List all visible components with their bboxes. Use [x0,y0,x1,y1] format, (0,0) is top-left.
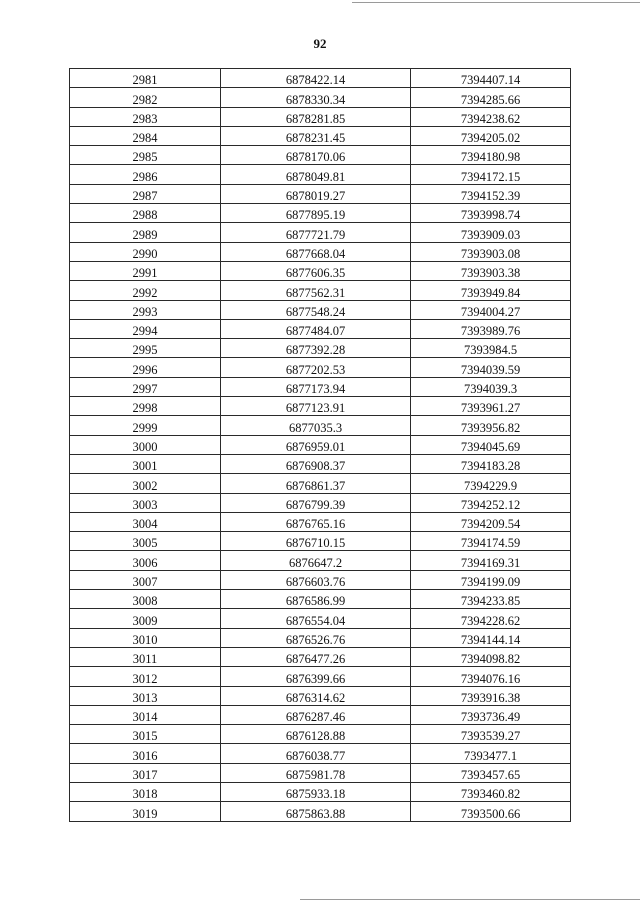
point-number-cell: 2998 [70,397,221,416]
x-coordinate-cell: 6878170.06 [221,146,411,165]
table-row [70,474,571,493]
table-row [70,223,571,242]
y-coordinate-cell: 7393956.82 [411,416,571,435]
x-coordinate-cell: 6876038.77 [221,744,411,763]
y-coordinate-cell: 7394152.39 [411,184,571,203]
x-coordinate-cell: 6877035.3 [221,416,411,435]
table-row [70,686,571,705]
x-coordinate-cell: 6877548.24 [221,300,411,319]
x-coordinate-cell: 6878422.14 [221,69,411,88]
point-number-cell: 2991 [70,261,221,280]
x-coordinate-cell: 6877202.53 [221,358,411,377]
point-number-cell: 3002 [70,474,221,493]
point-number-cell: 2983 [70,107,221,126]
y-coordinate-cell: 7394205.02 [411,126,571,145]
table-row [70,725,571,744]
point-number-cell: 2993 [70,300,221,319]
y-coordinate-cell: 7394285.66 [411,88,571,107]
x-coordinate-cell: 6878049.81 [221,165,411,184]
y-coordinate-cell: 7394199.09 [411,570,571,589]
x-coordinate-cell: 6877668.04 [221,242,411,261]
coordinates-table-body [70,69,571,822]
point-number-cell: 3019 [70,802,221,821]
coordinates-table [69,68,571,822]
x-coordinate-cell: 6876554.04 [221,609,411,628]
x-coordinate-cell: 6877721.79 [221,223,411,242]
table-row [70,319,571,338]
scan-edge-bottom [300,899,640,900]
x-coordinate-cell: 6875863.88 [221,802,411,821]
point-number-cell: 3013 [70,686,221,705]
table-row [70,261,571,280]
x-coordinate-cell: 6877606.35 [221,261,411,280]
point-number-cell: 3011 [70,647,221,666]
point-number-cell: 3007 [70,570,221,589]
table-row [70,454,571,473]
x-coordinate-cell: 6876477.26 [221,647,411,666]
point-number-cell: 2985 [70,146,221,165]
point-number-cell: 3005 [70,532,221,551]
table-row [70,358,571,377]
y-coordinate-cell: 7393949.84 [411,281,571,300]
x-coordinate-cell: 6875933.18 [221,782,411,801]
x-coordinate-cell: 6876908.37 [221,454,411,473]
table-row [70,570,571,589]
table-row [70,281,571,300]
point-number-cell: 3015 [70,725,221,744]
table-row [70,69,571,88]
y-coordinate-cell: 7394045.69 [411,435,571,454]
y-coordinate-cell: 7393984.5 [411,339,571,358]
y-coordinate-cell: 7394039.59 [411,358,571,377]
table-row [70,242,571,261]
y-coordinate-cell: 7394180.98 [411,146,571,165]
x-coordinate-cell: 6876603.76 [221,570,411,589]
table-row [70,126,571,145]
x-coordinate-cell: 6876526.76 [221,628,411,647]
y-coordinate-cell: 7394174.59 [411,532,571,551]
point-number-cell: 2987 [70,184,221,203]
y-coordinate-cell: 7393477.1 [411,744,571,763]
y-coordinate-cell: 7393903.08 [411,242,571,261]
point-number-cell: 3012 [70,667,221,686]
table-row [70,705,571,724]
table-row [70,590,571,609]
point-number-cell: 3017 [70,763,221,782]
y-coordinate-cell: 7394144.14 [411,628,571,647]
y-coordinate-cell: 7394183.28 [411,454,571,473]
table-row [70,165,571,184]
scan-edge-top [352,2,640,3]
point-number-cell: 3008 [70,590,221,609]
table-row [70,744,571,763]
y-coordinate-cell: 7394407.14 [411,69,571,88]
y-coordinate-cell: 7393961.27 [411,397,571,416]
table-row [70,377,571,396]
point-number-cell: 3018 [70,782,221,801]
point-number-cell: 2982 [70,88,221,107]
table-row [70,512,571,531]
y-coordinate-cell: 7394252.12 [411,493,571,512]
table-row [70,416,571,435]
point-number-cell: 3001 [70,454,221,473]
x-coordinate-cell: 6877895.19 [221,204,411,223]
x-coordinate-cell: 6877562.31 [221,281,411,300]
x-coordinate-cell: 6876586.99 [221,590,411,609]
y-coordinate-cell: 7394228.62 [411,609,571,628]
y-coordinate-cell: 7394169.31 [411,551,571,570]
x-coordinate-cell: 6877173.94 [221,377,411,396]
y-coordinate-cell: 7394229.9 [411,474,571,493]
point-number-cell: 3009 [70,609,221,628]
table-row [70,802,571,821]
table-row [70,667,571,686]
table-row [70,647,571,666]
point-number-cell: 2996 [70,358,221,377]
table-row [70,204,571,223]
y-coordinate-cell: 7394004.27 [411,300,571,319]
x-coordinate-cell: 6878281.85 [221,107,411,126]
x-coordinate-cell: 6876128.88 [221,725,411,744]
table-row [70,609,571,628]
x-coordinate-cell: 6877484.07 [221,319,411,338]
table-row [70,782,571,801]
y-coordinate-cell: 7393500.66 [411,802,571,821]
x-coordinate-cell: 6878330.34 [221,88,411,107]
table-row [70,435,571,454]
x-coordinate-cell: 6876861.37 [221,474,411,493]
point-number-cell: 3000 [70,435,221,454]
y-coordinate-cell: 7394172.15 [411,165,571,184]
y-coordinate-cell: 7394233.85 [411,590,571,609]
table-row [70,493,571,512]
y-coordinate-cell: 7393539.27 [411,725,571,744]
table-row [70,146,571,165]
point-number-cell: 2994 [70,319,221,338]
point-number-cell: 2984 [70,126,221,145]
table-row [70,628,571,647]
table-row [70,300,571,319]
x-coordinate-cell: 6876799.39 [221,493,411,512]
table-row [70,184,571,203]
x-coordinate-cell: 6876647.2 [221,551,411,570]
y-coordinate-cell: 7394238.62 [411,107,571,126]
point-number-cell: 2990 [70,242,221,261]
point-number-cell: 2988 [70,204,221,223]
y-coordinate-cell: 7393460.82 [411,782,571,801]
y-coordinate-cell: 7393909.03 [411,223,571,242]
table-row [70,763,571,782]
table-row [70,397,571,416]
y-coordinate-cell: 7393457.65 [411,763,571,782]
x-coordinate-cell: 6876399.66 [221,667,411,686]
point-number-cell: 2989 [70,223,221,242]
point-number-cell: 3016 [70,744,221,763]
y-coordinate-cell: 7393736.49 [411,705,571,724]
table-row [70,551,571,570]
point-number-cell: 3010 [70,628,221,647]
point-number-cell: 3014 [70,705,221,724]
table-row [70,107,571,126]
point-number-cell: 3003 [70,493,221,512]
y-coordinate-cell: 7393989.76 [411,319,571,338]
x-coordinate-cell: 6877123.91 [221,397,411,416]
x-coordinate-cell: 6878231.45 [221,126,411,145]
x-coordinate-cell: 6877392.28 [221,339,411,358]
y-coordinate-cell: 7394076.16 [411,667,571,686]
point-number-cell: 2999 [70,416,221,435]
point-number-cell: 2992 [70,281,221,300]
table-row [70,532,571,551]
x-coordinate-cell: 6876314.62 [221,686,411,705]
x-coordinate-cell: 6875981.78 [221,763,411,782]
page-number: 92 [313,36,327,51]
x-coordinate-cell: 6878019.27 [221,184,411,203]
point-number-cell: 2997 [70,377,221,396]
y-coordinate-cell: 7393998.74 [411,204,571,223]
point-number-cell: 2981 [70,69,221,88]
x-coordinate-cell: 6876710.15 [221,532,411,551]
y-coordinate-cell: 7393903.38 [411,261,571,280]
point-number-cell: 3004 [70,512,221,531]
table-row [70,88,571,107]
point-number-cell: 3006 [70,551,221,570]
y-coordinate-cell: 7393916.38 [411,686,571,705]
x-coordinate-cell: 6876287.46 [221,705,411,724]
y-coordinate-cell: 7394209.54 [411,512,571,531]
point-number-cell: 2995 [70,339,221,358]
x-coordinate-cell: 6876959.01 [221,435,411,454]
y-coordinate-cell: 7394039.3 [411,377,571,396]
y-coordinate-cell: 7394098.82 [411,647,571,666]
table-row [70,339,571,358]
x-coordinate-cell: 6876765.16 [221,512,411,531]
point-number-cell: 2986 [70,165,221,184]
